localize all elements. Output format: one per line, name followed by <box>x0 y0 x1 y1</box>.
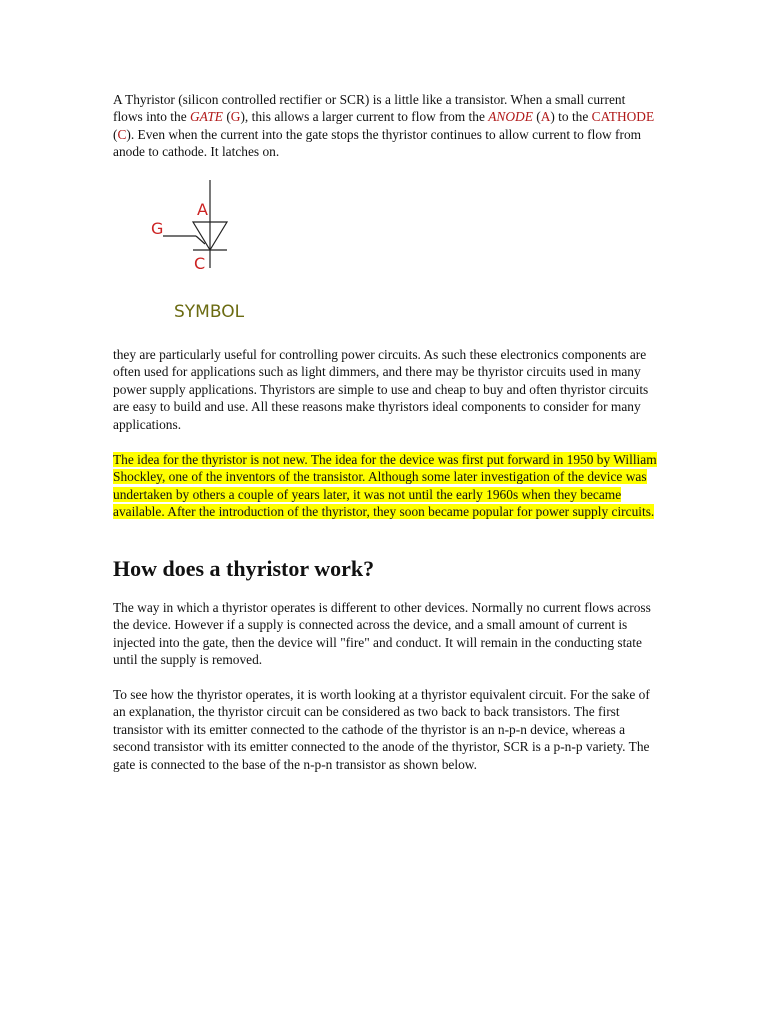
highlighted-text: The idea for the thyristor is not new. The idea for the device was first put forward in 1950 by William Shockley, one of the inventors of the transistor. Although some later investigation of the device was undertaken by others a couple of years later, it was not until the early 1960s when they became available. After the introduction of the thyristor, they soon became popular for power supply circuits. <box>113 452 657 520</box>
cathode-term: CATHODE <box>591 109 655 125</box>
intro-text: ( <box>113 126 118 142</box>
intro-text: ( <box>532 109 541 125</box>
anode-label: A <box>197 200 208 219</box>
intro-text: A Thyristor (silicon controlled rectifier or SCR) is a little like a transistor. When a small current flows into the <box>113 92 626 125</box>
anode-term: ANODE <box>488 109 533 125</box>
gate-letter: G <box>230 109 241 125</box>
intro-text: ) to the <box>550 109 592 125</box>
intro-text: ( <box>222 109 231 125</box>
cathode-label: C <box>194 254 206 273</box>
usage-paragraph: they are particularly useful for controlling power circuits. As such these electronics components are often used for applications such as light dimmers, and there may be thyristor circuits used in many power supply applications. Thyristors are simple to use and cheap to buy and often thyristor circuits are easy to build and use. All these reasons make thyristors ideal components to consider for many applications. <box>113 347 649 432</box>
section-heading: How does a thyristor work? <box>113 556 375 581</box>
intro-paragraph <box>113 91 658 161</box>
history-paragraph <box>113 451 658 521</box>
anode-letter: A <box>540 109 551 125</box>
equivalent-circuit-paragraph: To see how the thyristor operates, it is worth looking at a thyristor equivalent circuit. For the sake of an explanation, the thyristor circuit can be considered as two back to back transistors. The first transistor with its emitter connected to the cathode of the thyristor is an n-p-n device, whereas a second transistor with its emitter connected to the anode of the thyristor, SCR is a p-n-p variety. The gate is connected to the base of the n-p-n transistor as shown below. <box>113 687 650 772</box>
thyristor-symbol-icon <box>143 178 263 324</box>
operation-paragraph: The way in which a thyristor operates is different to other devices. Normally no current flows across the device. However if a supply is connected across the device, and a small amount of current is injected into the gate, then the device will "fire" and conduct. It will remain in the conducting state until the supply is removed. <box>113 600 651 668</box>
symbol-caption: SYMBOL <box>174 302 245 322</box>
intro-text: ). Even when the current into the gate stops the thyristor continues to allow current to flow from anode to cathode. It latches on. <box>113 126 642 160</box>
gate-term: GATE <box>190 109 223 125</box>
intro-text: ), this allows a larger current to flow from the <box>240 109 489 125</box>
cathode-letter: C <box>117 126 127 142</box>
gate-label: G <box>151 219 164 238</box>
